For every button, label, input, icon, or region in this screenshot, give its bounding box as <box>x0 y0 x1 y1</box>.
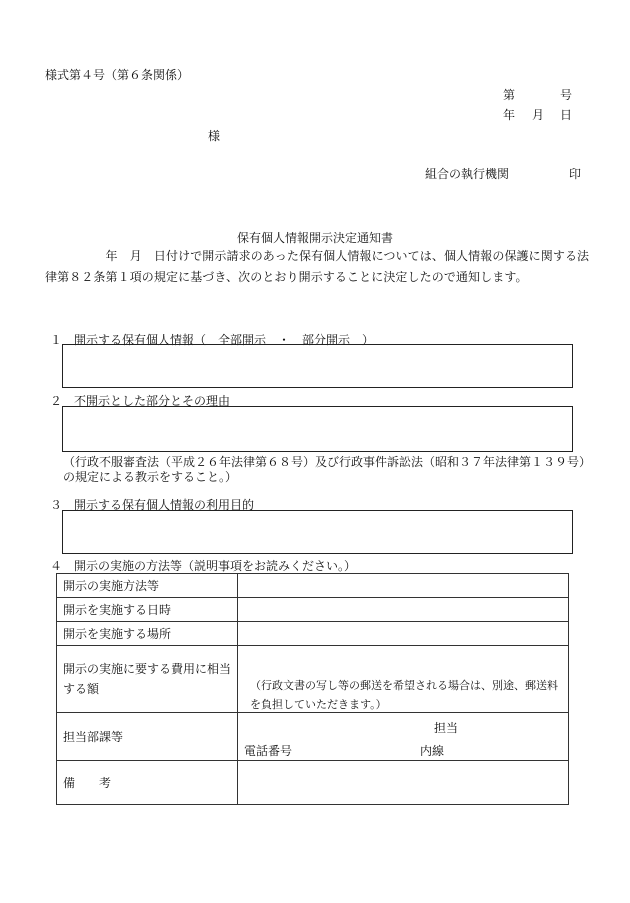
date-day: 日 <box>560 108 573 122</box>
notice-body: 年 月 日付けで開示請求のあった保有個人情報については、個人情報の保護に関する法律第８２条第１項の規定に基づき、次のとおり開示することに決定したので通知します。 <box>45 249 590 284</box>
date-year: 年 <box>503 108 516 122</box>
issuer-name: 組合の執行機関 <box>425 167 510 181</box>
number-prefix: 第 <box>503 88 516 102</box>
department-label: 担当部課等 <box>57 713 238 761</box>
section-3-heading: ３ 開示する保有個人情報の利用目的 <box>50 498 255 512</box>
date-line <box>503 106 572 123</box>
fee-label: 開示の実施に要する費用に相当する額 <box>57 646 238 713</box>
department-value <box>238 713 569 761</box>
datetime-label: 開示を実施する日時 <box>57 598 238 622</box>
place-value <box>238 622 569 646</box>
fee-note: （行政文書の写し等の郵送を希望される場合は、別途、郵送料を負担していただきます。） <box>250 679 558 711</box>
table-row <box>57 598 569 622</box>
table-row <box>57 646 569 713</box>
date-month: 月 <box>532 108 545 122</box>
section-2-note: （行政不服審査法（平成２６年法律第６８号）及び行政事件訴訟法（昭和３７年法律第１３９号）の規定による教示をすること。） <box>63 455 592 484</box>
section-1-box <box>62 344 573 388</box>
fee-value <box>238 646 569 713</box>
seal-mark: 印 <box>569 167 582 181</box>
place-label: 開示を実施する場所 <box>57 622 238 646</box>
document-title: 保有個人情報開示決定通知書 <box>236 231 393 245</box>
table-row <box>57 761 569 805</box>
section-1-heading: １ 開示する保有個人情報（ 全部開示 ・ 部分開示 ） <box>50 333 375 347</box>
document-number-line <box>503 86 573 103</box>
disclosure-details-table <box>56 573 569 805</box>
person-in-charge-label: 担当 <box>434 721 459 735</box>
method-label: 開示の実施方法等 <box>57 574 238 598</box>
datetime-value <box>238 598 569 622</box>
section-2-box <box>62 406 573 452</box>
table-row <box>57 713 569 761</box>
method-value <box>238 574 569 598</box>
addressee-suffix: 様 <box>208 129 221 143</box>
section-3-box <box>62 510 573 554</box>
remarks-value <box>238 761 569 805</box>
phone-label: 電話番号 <box>244 744 293 758</box>
form-number: 様式第４号（第６条関係） <box>45 68 190 82</box>
number-suffix: 号 <box>560 88 573 102</box>
section-4-heading: ４ 開示の実施の方法等（説明事項をお読みください。） <box>50 559 357 573</box>
section-2-heading: ２ 不開示とした部分とその理由 <box>50 394 231 408</box>
remarks-label: 備 考 <box>57 761 238 805</box>
extension-label: 内線 <box>420 744 445 758</box>
table-row <box>57 622 569 646</box>
table-row <box>57 574 569 598</box>
